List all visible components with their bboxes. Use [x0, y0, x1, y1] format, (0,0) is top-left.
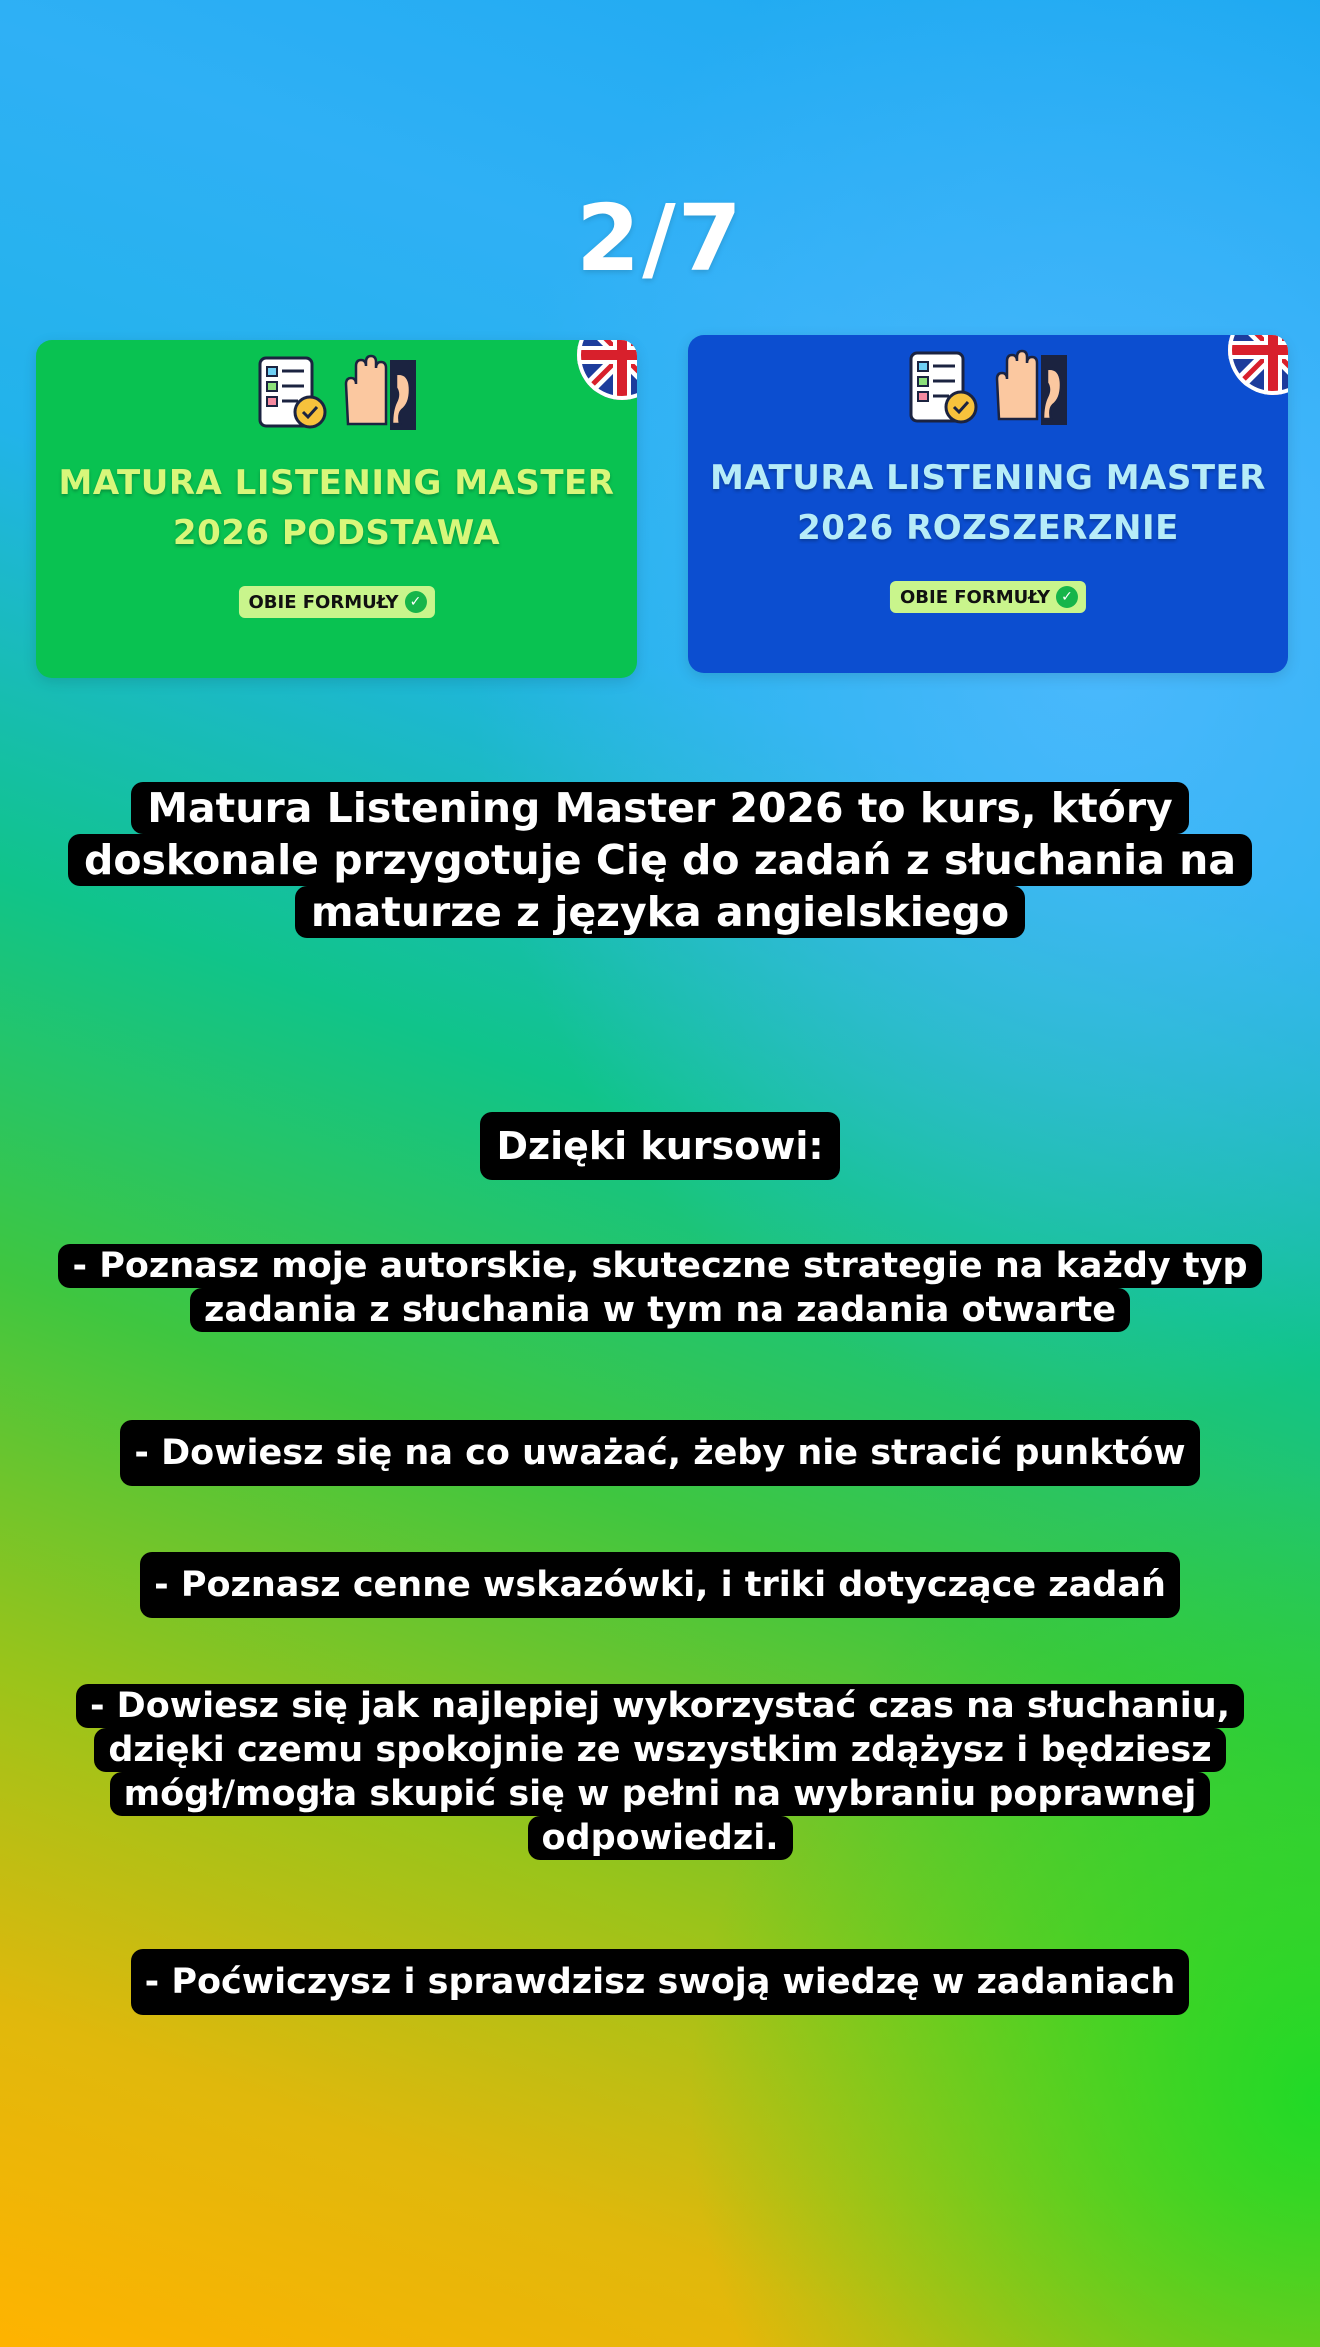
benefit-item: - Poznasz cenne wskazówki, i triki dotyczące zadań	[0, 1552, 1320, 1618]
course-card-rozszerzenie[interactable]	[688, 335, 1288, 673]
checklist-icon	[905, 349, 983, 427]
hand-ear-icon	[338, 354, 420, 432]
formula-badge: OBIE FORMUŁY ✓	[238, 586, 434, 618]
intro-line: doskonale przygotuje Cię do zadań z słuchania na	[68, 834, 1252, 886]
benefits-heading: Dzięki kursowi:	[0, 1112, 1320, 1180]
intro-line: Matura Listening Master 2026 to kurs, który	[131, 782, 1189, 834]
benefit-item: - Dowiesz się jak najlepiej wykorzystać czas na słuchaniu, dzięki czemu spokojnie ze wszystkim zdążysz i będziesz mógł/mogła skupić się w pełni na wybraniu poprawnej odpowiedzi.	[0, 1684, 1320, 1860]
course-title: MATURA LISTENING MASTER 2026 ROZSZERZNIE	[710, 458, 1266, 548]
course-title: MATURA LISTENING MASTER 2026 PODSTAWA	[58, 463, 615, 553]
benefit-item: - Poznasz moje autorskie, skuteczne strategie na każdy typ zadania z słuchania w tym na zadania otwarte	[0, 1244, 1320, 1332]
intro-caption	[0, 782, 1320, 938]
check-icon: ✓	[1056, 586, 1078, 608]
story-counter: 2/7	[576, 185, 744, 292]
hand-ear-icon	[989, 349, 1071, 427]
check-icon: ✓	[405, 591, 427, 613]
benefit-item: - Dowiesz się na co uważać, żeby nie stracić punktów	[0, 1420, 1320, 1486]
benefit-item: - Poćwiczysz i sprawdzisz swoją wiedzę w zadaniach	[0, 1949, 1320, 2015]
intro-line: maturze z języka angielskiego	[295, 886, 1025, 938]
formula-badge: OBIE FORMUŁY ✓	[890, 581, 1086, 613]
course-card-podstawa[interactable]	[36, 340, 637, 678]
checklist-icon	[254, 354, 332, 432]
